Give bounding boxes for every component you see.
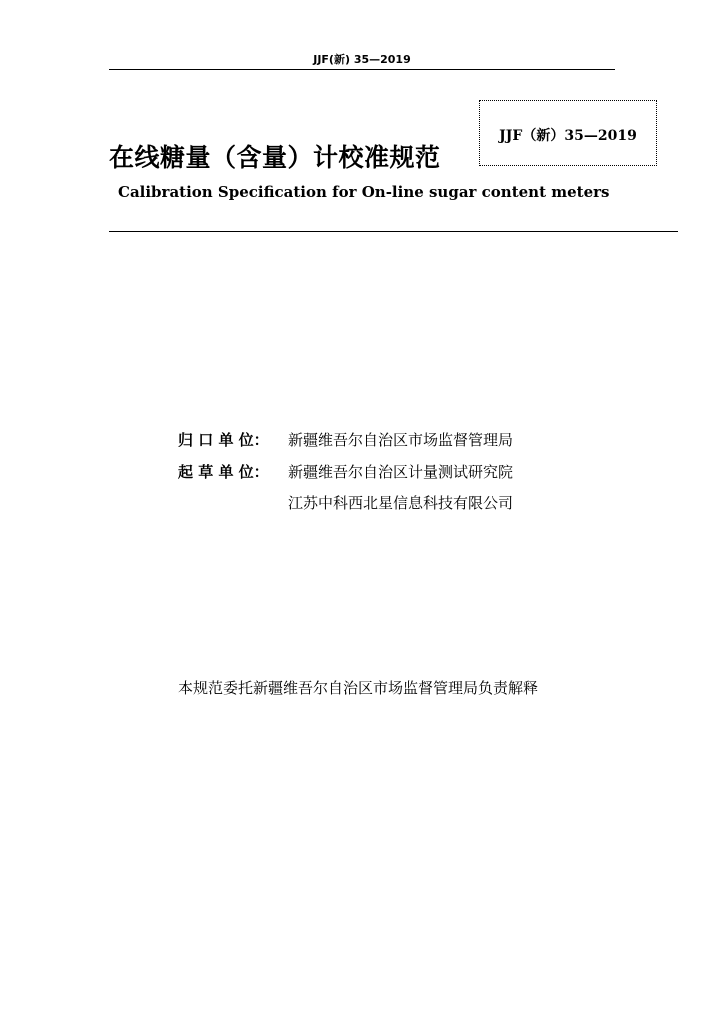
title-rule	[109, 231, 678, 232]
org-row-responsible	[178, 429, 513, 453]
org-row-drafting-2	[178, 492, 513, 516]
code-box	[479, 100, 657, 166]
org-value: 新疆维吾尔自治区市场监督管理局	[288, 431, 514, 449]
org-label: 起 草 单 位：	[178, 463, 269, 481]
standard-code: JJF（新）35—2019	[499, 128, 637, 144]
page-title-en: Calibration Specification for On-line sugar content meters	[118, 183, 610, 201]
running-header: JJF(新) 35—2019	[313, 53, 411, 66]
interpretation-note: 本规范委托新疆维吾尔自治区市场监督管理局负责解释	[178, 679, 539, 697]
org-value: 江苏中科西北星信息科技有限公司	[288, 494, 514, 512]
org-label: 归 口 单 位：	[178, 431, 269, 449]
org-row-drafting	[178, 461, 513, 485]
org-value: 新疆维吾尔自治区计量测试研究院	[288, 463, 514, 481]
header-rule	[109, 69, 615, 70]
page-title-cn: 在线糖量（含量）计校准规范	[109, 143, 441, 172]
